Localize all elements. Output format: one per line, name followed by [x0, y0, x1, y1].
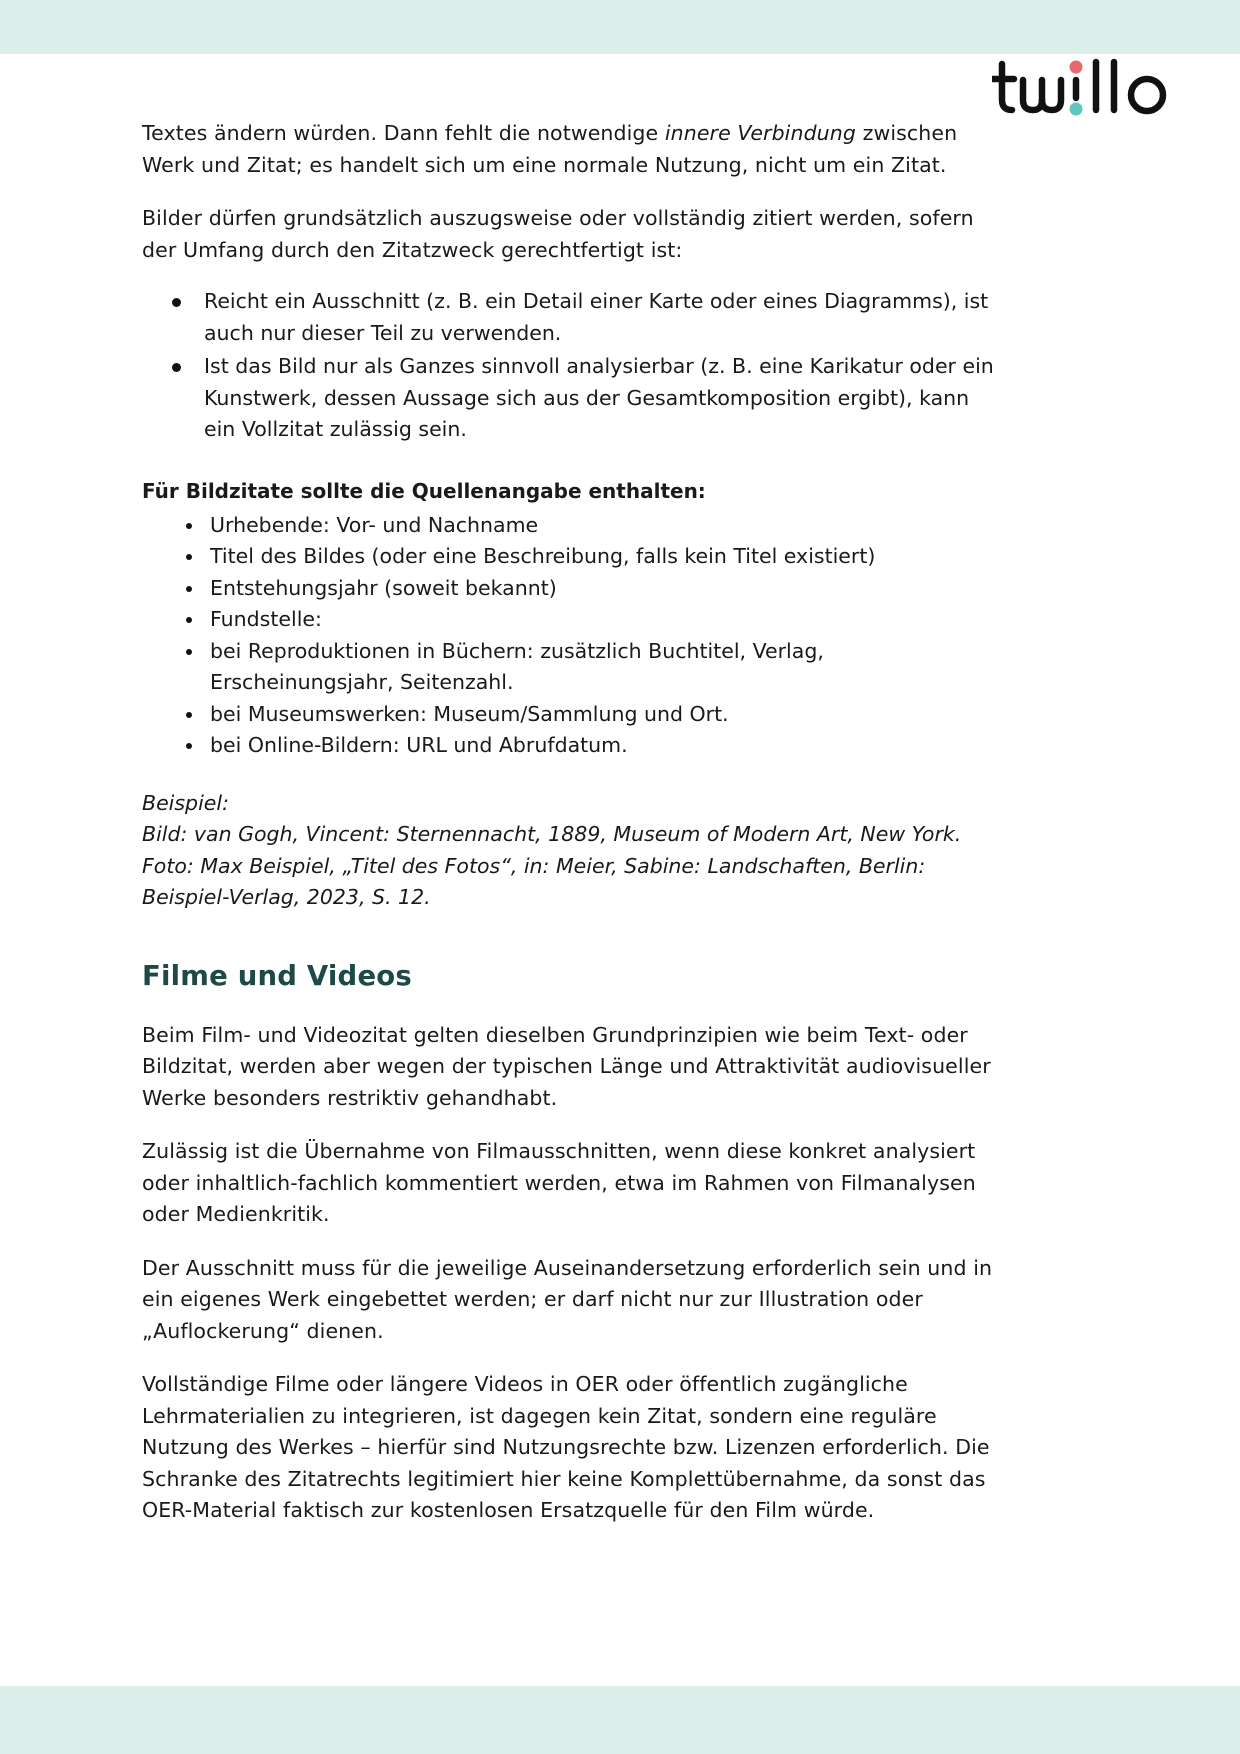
list-item: Entstehungsjahr (soweit bekannt) — [142, 573, 994, 605]
paragraph-film-vollstaendig: Vollständige Filme oder längere Videos in OER oder öffentlich zugängliche Lehrmaterialien zu integrieren, ist dagegen kein Zitat, sondern eine reguläre Nutzung des Werkes – hierfür sind Nutzungsrechte bzw. Lizenzen erforderlich. Die Schranke des Zitatrechts legitimiert hier keine Komplettübernahme, da sonst das OER-Material faktisch zur kostenlosen Ersatzquelle für den Film würde. — [142, 1372, 990, 1522]
source-requirements-list — [142, 510, 994, 762]
list-item: Reicht ein Ausschnitt (z. B. ein Detail einer Karte oder eines Diagramms), ist auch nur dieser Teil zu verwenden. — [142, 286, 994, 349]
list-item: Fundstelle: — [142, 604, 994, 636]
twillo-logo — [992, 58, 1182, 120]
list-item: bei Reproduktionen in Büchern: zusätzlich Buchtitel, Verlag, Erscheinungsjahr, Seitenzahl. — [142, 636, 994, 699]
example-line: Beispiel-Verlag, 2023, S. 12. — [142, 885, 431, 909]
paragraph-text-part1: Textes ändern würden. Dann fehlt die notwendige — [142, 121, 665, 145]
paragraph-emphasis: innere Verbindung — [664, 121, 856, 145]
paragraph-bilder-intro: Bilder dürfen grundsätzlich auszugsweise oder vollständig zitiert werden, sofern der Umfang durch den Zitatzweck gerechtfertigt ist: — [142, 206, 974, 262]
section-heading-filme-und-videos: Filme und Videos — [142, 959, 412, 992]
paragraph-film-zulaessig: Zulässig ist die Übernahme von Filmausschnitten, wenn diese konkret analysiert oder inhaltlich-fachlich kommentiert werden, etwa im Rahmen von Filmanalysen oder Medienkritik. — [142, 1139, 976, 1226]
paragraph-text-part2: zwischen Werk und Zitat; es handelt sich um eine normale Nutzung, nicht um ein Zitat. — [142, 121, 958, 177]
list-item: bei Online-Bildern: URL und Abrufdatum. — [142, 730, 994, 762]
list-item: bei Museumswerken: Museum/Sammlung und Ort. — [142, 699, 994, 731]
document-body — [142, 118, 994, 1549]
header-band — [0, 0, 1240, 54]
list-item: Ist das Bild nur als Ganzes sinnvoll analysierbar (z. B. eine Karikatur oder ein Kunstwerk, dessen Aussage sich aus der Gesamtkomposition ergibt), kann ein Vollzitat zulässig sein. — [142, 351, 994, 446]
logo-dot-red — [1070, 61, 1083, 74]
list-item: Urhebende: Vor- und Nachname — [142, 510, 994, 542]
image-quote-rules-list — [142, 286, 994, 446]
paragraph-continuation — [142, 118, 994, 181]
list-item: Titel des Bildes (oder eine Beschreibung, falls kein Titel existiert) — [142, 541, 994, 573]
example-line: Foto: Max Beispiel, „Titel des Fotos“, in: Meier, Sabine: Landschaften, Berlin: — [142, 853, 926, 878]
paragraph-film-grundprinzipien: Beim Film- und Videozitat gelten dieselben Grundprinzipien wie beim Text- oder Bildzitat, werden aber wegen der typischen Länge und Attraktivität audiovisueller Werke besonders restriktiv gehandhabt. — [142, 1022, 991, 1110]
logo-dot-teal — [1070, 103, 1083, 116]
example-label: Beispiel: — [142, 790, 229, 815]
footer-band — [0, 1686, 1240, 1754]
example-line: Bild: van Gogh, Vincent: Sternennacht, 1889, Museum of Modern Art, New York. — [142, 822, 962, 846]
example-citation-block — [142, 788, 994, 914]
paragraph-film-ausschnitt: Der Ausschnitt muss für die jeweilige Auseinandersetzung erforderlich sein und in ein eigenes Werk eingebettet werden; er darf nicht nur zur Illustration oder „Auflockerung“ dienen. — [142, 1255, 993, 1343]
source-requirements-heading: Für Bildzitate sollte die Quellenangabe enthalten: — [142, 478, 706, 503]
